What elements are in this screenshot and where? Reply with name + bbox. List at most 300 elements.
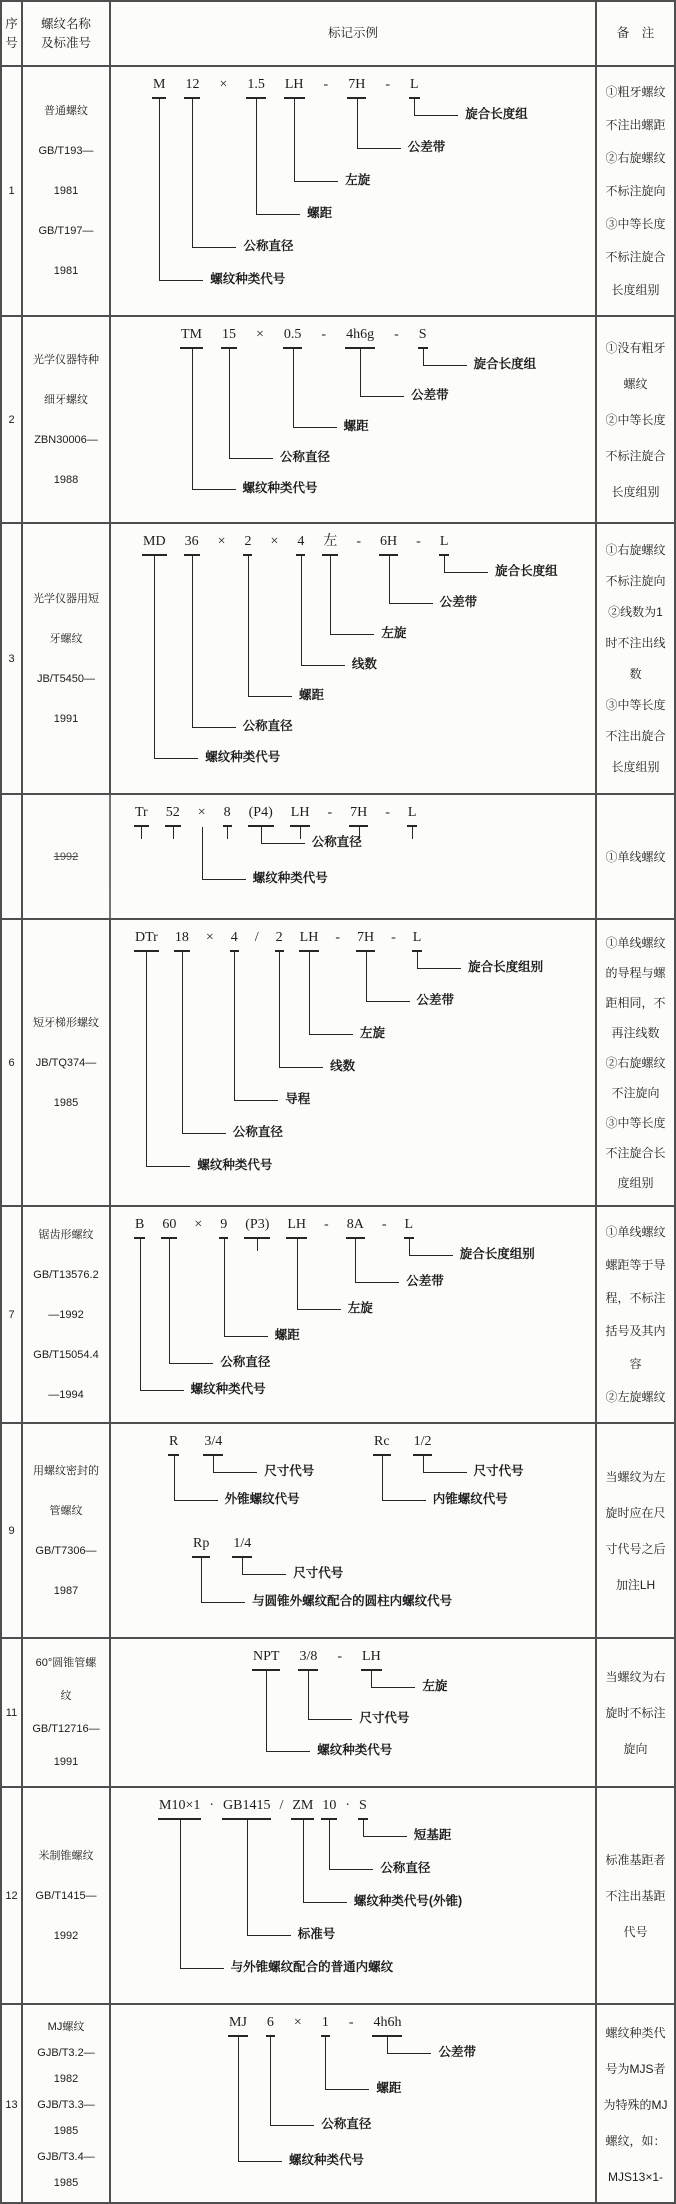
text-line: 不注旋合长 [605,1145,666,1160]
code-token: 1/2 [413,1434,432,1449]
callout-line [409,1255,453,1256]
text-line: JB/TQ374— [35,1056,97,1069]
seq-cell: 13 [2,2005,23,2204]
header-name-cell [23,2,111,65]
thread-diagram [143,530,595,793]
text-line: ①单线螺纹 [605,935,666,950]
thread-code [143,530,595,552]
callout-line [301,556,302,665]
code-token: - [348,2015,354,2030]
seq-cell: 3 [2,524,23,793]
code-token: · [209,1798,215,1813]
text-line: 光学仪器用短 [33,592,99,605]
callout-line [279,1067,323,1068]
code-token: 60 [162,1217,177,1232]
callout-line [423,1456,424,1472]
callout-label: 外锥螺纹代号 [224,1492,300,1506]
text-line: 不标注旋合 [605,448,666,463]
callout-line [261,843,305,844]
text-line: 距相同，不 [605,995,666,1010]
code-token: - [323,77,329,92]
callout-label: 内锥螺纹代号 [432,1492,508,1506]
callout-line [303,1820,304,1902]
text-line: 60°圆锥管螺 [35,1656,97,1669]
code-token: MD [143,534,166,549]
example-cell [111,317,597,522]
callout-line [234,1100,278,1101]
callout-label: 左旋 [381,626,407,640]
callout-line [308,1671,309,1719]
code-token: × [197,805,206,820]
callout-label: 线数 [351,657,377,671]
callout-label: 导程 [285,1092,311,1106]
code-token: 2 [244,534,252,549]
callout-label: 与外锥螺纹配合的普通内螺纹 [230,1960,394,1974]
header-example-cell [111,2,597,65]
callout-line [301,665,345,666]
callout-label: 公差带 [439,595,478,609]
text-line: 当螺纹为左 [605,1469,666,1484]
callout-line [366,1001,410,1002]
thread-diagram [229,2011,595,2201]
callout-line [409,1239,410,1255]
text-line: 不注出螺距 [605,117,666,132]
thread-code [253,1645,595,1667]
text-line: 加注LH [615,1577,656,1592]
text-line: ②右旋螺纹 [605,1055,666,1070]
callout-label: 公差带 [406,1274,444,1288]
callout-line [417,968,461,969]
callout-line [387,2053,431,2054]
thread-code [181,323,595,345]
text-line: GB/T193— [38,145,94,157]
text-line: 的导程与螺 [605,965,666,980]
code-token: 7H [348,77,366,92]
diagram-group [111,1430,595,1532]
text-line: 度组别 [617,1175,654,1190]
code-token: × [293,2015,302,2030]
code-token: L [439,534,449,549]
callout-line [229,458,273,459]
callout-line [371,1687,415,1688]
text-line: ZBN30006— [34,433,98,446]
code-token: 3/8 [299,1649,318,1664]
callout-line [202,827,203,879]
callout-line [213,1456,214,1472]
callout-label: 公称直径 [242,719,293,733]
seq-cell: 9 [2,1424,23,1637]
callout-line [414,99,415,115]
seq-cell: 2 [2,317,23,522]
code-token: - [356,534,362,549]
callout-label: 公称直径 [280,450,331,464]
text-line: JB/T5450— [36,672,96,685]
remark-cell [597,1207,674,1422]
thread-code [374,1430,455,1452]
text-line: 短牙梯形螺纹 [33,1016,99,1029]
text-line: 代号 [623,1924,648,1939]
code-token: 7H [350,805,368,820]
thread-code [193,1532,595,1554]
text-line: MJS13×1- [607,2169,664,2184]
callout-line [309,952,310,1034]
code-token: 1.5 [247,77,265,92]
callout-line [256,214,300,215]
callout-line [294,99,295,181]
code-token: 8A [346,1217,364,1232]
callout-label: 公称直径 [311,835,362,849]
code-token: 6H [380,534,398,549]
text-line: GB/T1415— [35,1889,97,1902]
callout-label: 螺纹种类代号 [252,871,328,885]
code-token: × [256,327,264,342]
text-line: 1987 [53,1584,79,1597]
callout-line [174,1456,175,1500]
text-line: 旋时应在尺 [605,1505,666,1520]
callout-line [387,2037,388,2053]
name-cell [23,524,111,793]
code-token: 1 [321,2015,329,2030]
example-cell [111,795,597,918]
seq-cell: 12 [2,1788,23,2003]
text-line: 长度组别 [611,282,660,297]
code-token: × [270,534,279,549]
callout-line [169,1239,170,1363]
thread-code [229,2011,595,2033]
callout-label: 螺距 [376,2081,402,2095]
remark-cell [597,795,674,918]
code-token: - [385,805,390,820]
code-token: (P4) [248,805,273,820]
code-token: L [404,1217,414,1232]
text-line: 1985 [53,2124,79,2137]
table-row [2,1788,674,2005]
callout-label: 螺纹种类代号 [205,750,281,764]
callout-line [146,1166,190,1167]
callout-label: 线数 [330,1059,356,1073]
text-line: 标准基距者 [605,1852,666,1867]
callout-line [213,1472,257,1473]
text-line: ②中等长度 [605,412,666,427]
code-token: 4h6h [373,2015,402,2030]
callout-label: 公称直径 [380,1861,431,1875]
callout-line [297,1309,341,1310]
code-token: 18 [174,930,189,945]
callout-label: 螺距 [298,688,324,702]
callout-label: 公差带 [411,388,449,402]
callout-line [371,1671,372,1687]
text-line: 螺纹种类代 [605,2025,666,2040]
code-token: × [194,1217,203,1232]
thread-diagram [135,1213,595,1421]
callout-line [238,2037,239,2161]
callout-label: 左旋 [359,1026,385,1040]
text-line: 牙螺纹 [49,632,83,645]
callout-label: 螺距 [307,206,333,220]
table-row [2,1639,674,1788]
code-token: NPT [253,1649,280,1664]
callout-line [238,2161,282,2162]
callout-label: 公称直径 [232,1125,283,1139]
text-line: GJB/T3.3— [37,2098,95,2111]
text-line: —1994 [48,1388,84,1401]
code-token: LH [290,805,310,820]
callout-line [382,1500,426,1501]
text-line: GB/T15054.4 [33,1348,99,1361]
code-token: - [385,77,390,92]
example-cell [111,1639,597,1786]
code-token: - [337,1649,343,1664]
remark-cell [597,1788,674,2003]
callout-label: 公称直径 [220,1355,271,1369]
name-cell [23,317,111,522]
callout-line [180,1820,181,1968]
callout-label: 螺纹种类代号 [210,272,286,286]
name-cell [23,1207,111,1422]
code-token: × [219,77,228,92]
code-token: / [254,930,259,945]
callout-line [159,99,160,280]
code-token: 7H [356,930,375,945]
code-token: 36 [184,534,199,549]
text-line: 锯齿形螺纹 [38,1228,94,1241]
text-line: 1992 [53,850,79,863]
table-body [2,67,674,2204]
callout-line [256,99,257,214]
callout-line [169,1363,213,1364]
callout-line [423,349,424,365]
callout-line [293,349,294,427]
text-line: 纹 [60,1689,72,1702]
thread-code [135,1213,595,1235]
callout-line [417,952,418,968]
callout-label: 公差带 [407,140,446,154]
code-token: 4 [297,534,305,549]
code-token: Tr [135,805,148,820]
text-line: 1991 [53,1755,79,1768]
text-line: ①单线螺纹 [605,1224,666,1239]
remark-cell [597,317,674,522]
code-token: 2 [275,930,283,945]
callout-line [201,1602,245,1603]
text-line: 不注旋向 [611,1085,660,1100]
code-token: - [327,805,333,820]
code-token: 6 [266,2015,274,2030]
callout-line [247,1820,248,1935]
text-line: 为特殊的MJ [603,2097,668,2112]
callout-line [192,247,236,248]
code-token: - [321,327,327,342]
code-token: L [412,930,422,945]
header-name-line1: 螺纹名称 [40,16,91,31]
callout-label: 公称直径 [243,239,294,253]
callout-line [173,827,174,839]
code-token: TM [181,327,202,342]
callout-line [182,952,183,1133]
text-line: ①单线螺纹 [605,849,666,864]
callout-line [242,1574,286,1575]
callout-line [248,696,292,697]
callout-label: 尺寸代号 [359,1711,410,1725]
seq-cell: 1 [2,67,23,315]
text-line: GB/T197— [38,225,94,237]
code-token: M10×1 [159,1798,201,1813]
header-remark-label: 备 注 [616,26,655,40]
text-line: 长度组别 [611,759,660,774]
code-token: 4h6g [346,327,375,342]
example-cell [111,1207,597,1422]
callout-line [261,827,262,843]
callout-line [202,879,246,880]
text-line: 细牙螺纹 [44,393,88,406]
callout-line [300,827,301,839]
code-token: - [391,930,396,945]
code-token: L [410,77,419,92]
text-line: 用螺纹密封的 [33,1464,99,1477]
callout-line [224,1336,268,1337]
callout-label: 螺纹种类代号 [190,1382,266,1396]
callout-line [423,1472,467,1473]
code-token: 3/4 [204,1434,223,1449]
callout-line [366,952,367,1001]
name-cell [23,1788,111,2003]
callout-label: 左旋 [422,1679,448,1693]
callout-line [330,556,331,634]
example-cell [111,67,597,315]
callout-line [154,556,155,758]
text-line: 不注出旋合 [605,728,666,743]
text-line: 当螺纹为右 [605,1669,666,1684]
callout-line [293,427,337,428]
code-token: S [418,327,427,342]
callout-label: 旋合长度组 [473,357,537,371]
callout-label: 短基距 [413,1828,452,1842]
text-line: 括号及其内 [605,1323,666,1338]
text-line: GB/T13576.2 [33,1268,99,1281]
callout-label: 公差带 [438,2045,476,2059]
text-line: GJB/T3.4— [37,2150,95,2163]
text-line: ①右旋螺纹 [605,542,666,557]
callout-label: 螺距 [343,419,369,433]
callout-line [270,2037,271,2125]
text-line: 普通螺纹 [44,105,88,117]
callout-line [257,1239,258,1251]
code-token: 1/4 [233,1536,252,1551]
text-line: 不标注旋合 [605,249,666,264]
code-token: 8 [223,805,231,820]
callout-label: 螺纹种类代号 [317,1743,393,1757]
thread-diagram [135,801,595,918]
example-cell [111,1424,597,1637]
thread-diagram [159,1794,595,2003]
callout-line [279,952,280,1067]
callout-line [146,952,147,1166]
thread-code [153,73,595,95]
code-token: × [217,534,226,549]
code-token: - [335,930,340,945]
code-token: Rp [193,1536,210,1551]
table-row [2,524,674,795]
text-line: GJB/T3.2— [37,2046,95,2059]
text-line: ③中等长度 [605,697,666,712]
callout-label: 旋合长度组 [465,107,528,121]
header-seq-line1: 序 [5,16,18,31]
callout-line [357,99,358,148]
name-cell [23,920,111,1205]
thread-diagram [135,926,595,1203]
table-row [2,2005,674,2204]
callout-label: 左旋 [345,173,371,187]
callout-label: 尺寸代号 [264,1464,315,1478]
callout-line [248,556,249,696]
text-line: 1991 [53,712,79,725]
callout-line [309,1034,353,1035]
text-line: 不注出基距 [605,1888,666,1903]
callout-label: 公称直径 [321,2117,372,2131]
example-cell [111,920,597,1205]
callout-line [266,1671,267,1751]
code-token: - [381,1217,387,1232]
callout-line [294,181,338,182]
callout-label: 旋合长度组 [495,564,558,578]
text-line: GB/T12716— [32,1722,100,1735]
callout-line [227,827,228,839]
name-cell [23,1639,111,1786]
text-line: 螺纹 [623,376,648,391]
code-token: - [324,1217,329,1232]
thread-diagram [253,1645,595,1786]
code-token: 9 [220,1217,228,1232]
thread-diagram [374,1430,524,1532]
text-line: 再注线数 [611,1025,660,1040]
callout-line [357,148,401,149]
callout-line [180,1968,224,1969]
thread-diagram [153,73,595,315]
callout-line [325,2089,369,2090]
callout-line [389,556,390,603]
text-line: 1981 [53,185,79,197]
code-token: Rc [374,1434,390,1449]
callout-line [247,1935,291,1936]
callout-line [154,758,198,759]
text-line: 不标注旋向 [605,183,666,198]
callout-line [201,1558,202,1602]
code-token: 52 [165,805,180,820]
callout-line [229,349,230,458]
example-cell [111,2005,597,2204]
seq-cell: 6 [2,920,23,1205]
thread-diagram [181,323,595,522]
text-line: ③中等长度 [605,1115,666,1130]
code-token: × [205,930,214,945]
callout-label: 与圆锥外螺纹配合的圆柱内螺纹代号 [252,1594,453,1608]
remark-cell [597,524,674,793]
callout-line [297,1239,298,1309]
code-token: LH [362,1649,381,1664]
code-token: GB1415 [223,1798,271,1813]
seq-cell [2,795,23,918]
thread-code [135,926,595,948]
code-token: (P3) [245,1217,270,1232]
text-line: ②右旋螺纹 [605,150,666,165]
callout-label: 旋合长度组别 [459,1247,535,1261]
callout-line [192,99,193,247]
callout-line [330,634,374,635]
text-line: ①粗牙螺纹 [605,84,666,99]
text-line: 号为MJS者 [605,2061,666,2076]
callout-line [224,1239,225,1336]
name-cell [23,795,111,918]
